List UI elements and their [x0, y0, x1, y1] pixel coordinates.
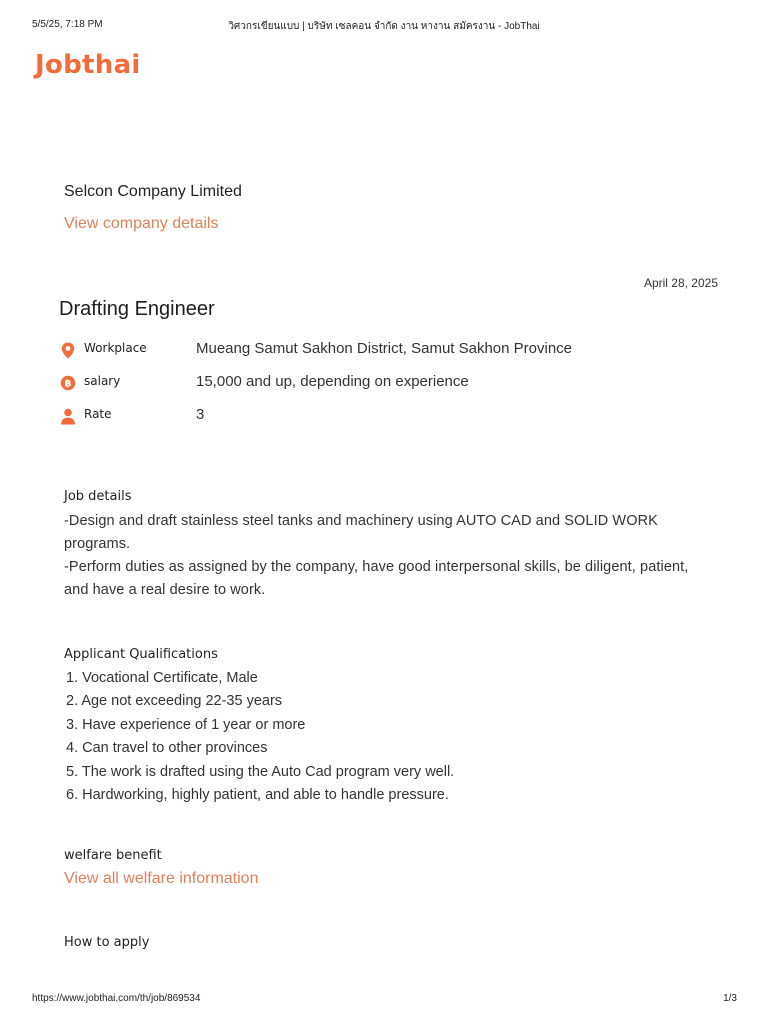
svg-text:฿: ฿	[64, 378, 72, 390]
info-value-salary: 15,000 and up, depending on experience	[196, 373, 469, 390]
how-to-apply-heading: How to apply	[64, 935, 150, 950]
info-row-salary	[59, 372, 719, 394]
job-detail-line: -Perform duties as assigned by the company, have good interpersonal skills, be diligent, patient, and have a real desire to work.	[64, 559, 689, 598]
logo-text: Jobthai	[35, 50, 141, 80]
location-pin-icon	[59, 341, 77, 359]
qualification-item: 2. Age not exceeding 22-35 years	[66, 693, 283, 710]
welfare-heading: welfare benefit	[64, 848, 162, 863]
company-name: Selcon Company Limited	[64, 183, 242, 200]
info-label-rate: Rate	[84, 407, 112, 421]
qualification-item: 3. Have experience of 1 year or more	[66, 716, 306, 733]
baht-coin-icon	[59, 374, 77, 392]
person-icon	[59, 407, 77, 425]
job-details-body	[64, 510, 704, 602]
info-row-workplace	[59, 339, 719, 361]
job-details-heading: Job details	[64, 489, 132, 504]
posted-date: April 28, 2025	[643, 276, 718, 290]
info-value-rate: 3	[196, 406, 205, 423]
qualifications-heading: Applicant Qualifications	[64, 647, 218, 662]
jobthai-logo[interactable]	[35, 50, 141, 80]
job-detail-line: -Design and draft stainless steel tanks and machinery using AUTO CAD and SOLID WORK programs.	[64, 513, 658, 552]
job-title: Drafting Engineer	[59, 298, 215, 320]
qualifications-list	[66, 667, 454, 807]
print-url: https://www.jobthai.com/th/job/869534	[32, 993, 201, 1004]
print-page-number: 1/3	[723, 993, 737, 1004]
print-datetime: 5/5/25, 7:18 PM	[32, 19, 103, 30]
print-page-title: วิศวกรเขียนแบบ | บริษัท เซลคอน จำกัด งาน หางาน สมัครงาน - JobThai	[228, 21, 540, 32]
view-welfare-link[interactable]: View all welfare information	[64, 870, 259, 887]
info-label-workplace: Workplace	[84, 341, 147, 355]
info-label-salary: salary	[84, 374, 121, 388]
qualification-item: 6. Hardworking, highly patient, and able to handle pressure.	[66, 787, 449, 804]
info-value-workplace: Mueang Samut Sakhon District, Samut Sakhon Province	[196, 340, 573, 357]
view-company-details-link[interactable]: View company details	[64, 215, 219, 232]
qualification-item: 4. Can travel to other provinces	[66, 740, 268, 757]
info-row-rate	[59, 405, 719, 427]
qualification-item: 5. The work is drafted using the Auto Cad program very well.	[66, 763, 455, 780]
qualification-item: 1. Vocational Certificate, Male	[66, 670, 258, 686]
